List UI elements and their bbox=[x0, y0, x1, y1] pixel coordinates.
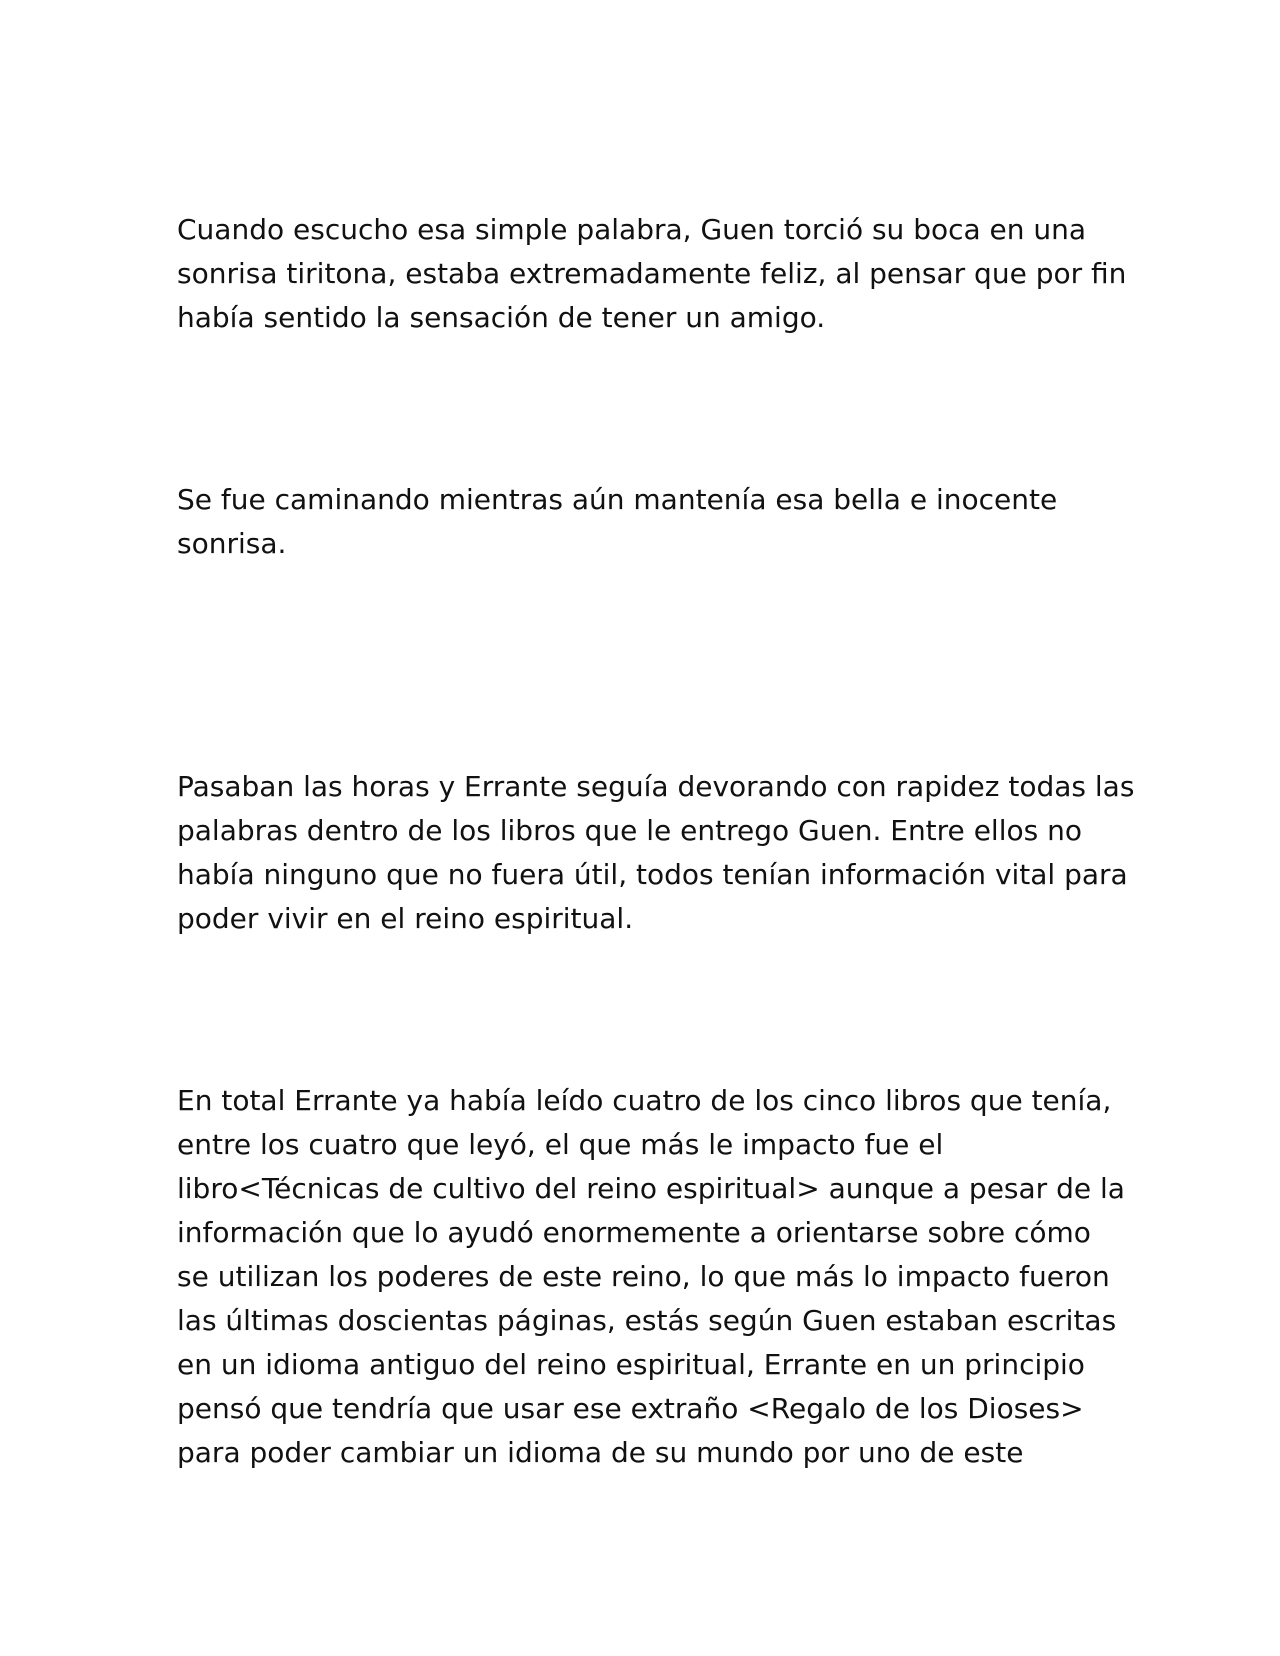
text-line: Cuando escucho esa simple palabra, Guen torció su boca en una bbox=[177, 213, 1087, 246]
text-line: se utilizan los poderes de este reino, lo que más lo impacto fueron bbox=[177, 1260, 1110, 1293]
text-line: pensó que tendría que usar ese extraño <Regalo de los Dioses> bbox=[177, 1392, 1084, 1425]
text-line: había sentido la sensación de tener un amigo. bbox=[177, 301, 826, 334]
text-line: para poder cambiar un idioma de su mundo por uno de este bbox=[177, 1436, 1024, 1469]
paragraph-3 bbox=[177, 765, 1135, 941]
paragraph-2 bbox=[177, 478, 1117, 566]
text-line: Pasaban las horas y Errante seguía devorando con rapidez todas las bbox=[177, 770, 1135, 803]
text-line: palabras dentro de los libros que le entrego Guen. Entre ellos no bbox=[177, 814, 1082, 847]
paragraph-4 bbox=[177, 1079, 1125, 1475]
text-line: información que lo ayudó enormemente a orientarse sobre cómo bbox=[177, 1216, 1091, 1249]
text-line: las últimas doscientas páginas, estás según Guen estaban escritas bbox=[177, 1304, 1117, 1337]
text-line: libro<Técnicas de cultivo del reino espiritual> aunque a pesar de la bbox=[177, 1172, 1125, 1205]
text-line: poder vivir en el reino espiritual. bbox=[177, 902, 634, 935]
paragraph-1 bbox=[177, 208, 1127, 340]
text-line: había ninguno que no fuera útil, todos tenían información vital para bbox=[177, 858, 1128, 891]
text-line: sonrisa tiritona, estaba extremadamente feliz, al pensar que por fin bbox=[177, 257, 1127, 290]
text-line: Se fue caminando mientras aún mantenía esa bella e inocente bbox=[177, 483, 1058, 516]
text-line: En total Errante ya había leído cuatro de los cinco libros que tenía, bbox=[177, 1084, 1112, 1117]
text-line: entre los cuatro que leyó, el que más le impacto fue el bbox=[177, 1128, 944, 1161]
text-line: sonrisa. bbox=[177, 527, 287, 560]
text-line: en un idioma antiguo del reino espiritual, Errante en un principio bbox=[177, 1348, 1085, 1381]
